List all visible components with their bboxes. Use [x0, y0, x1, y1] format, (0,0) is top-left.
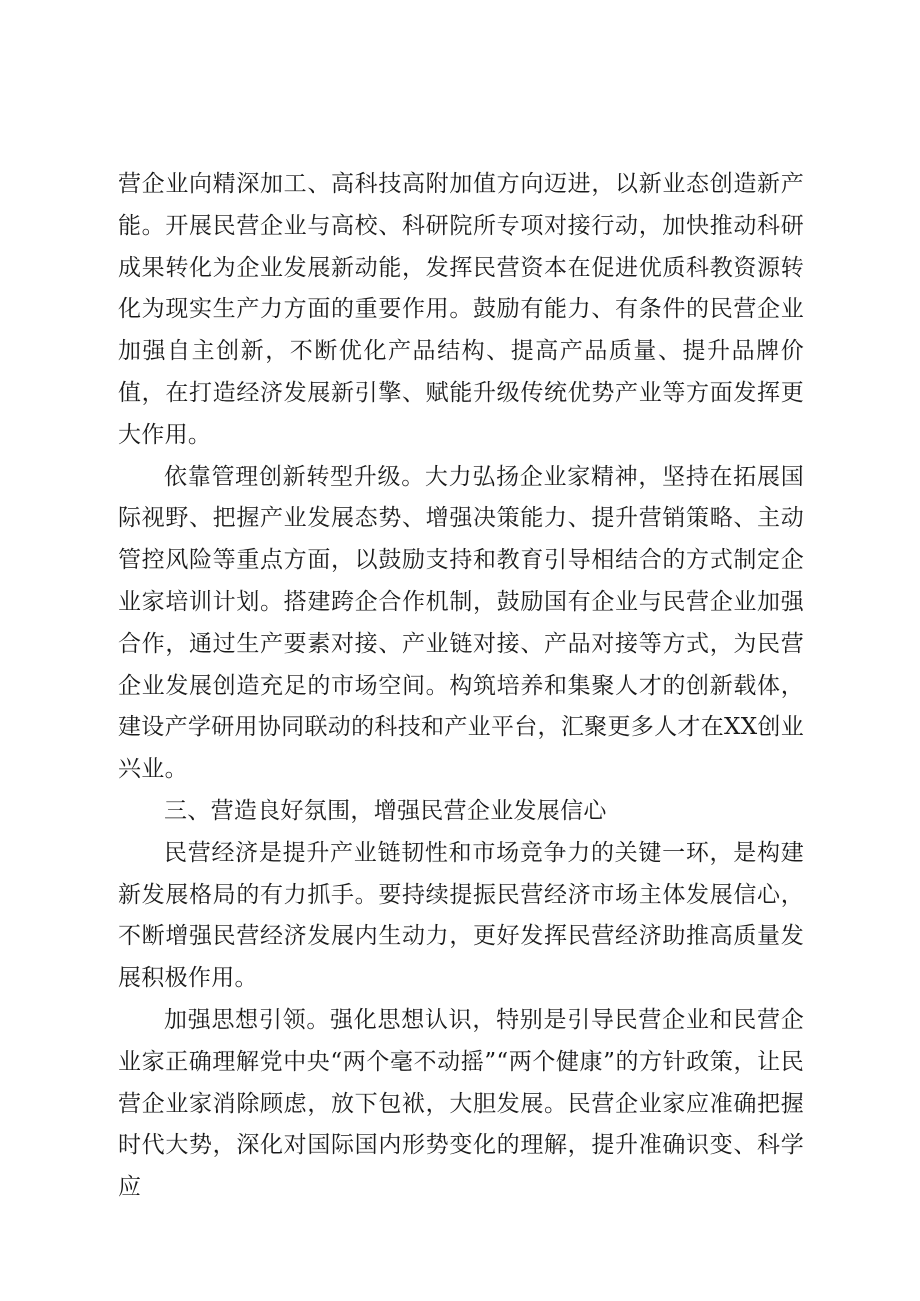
- paragraph-management-innovation: 依靠管理创新转型升级。大力弘扬企业家精神，坚持在拓展国际视野、把握产业发展态势、增强决策能力、提升营销策略、主动管控风险等重点方面，以鼓励支持和教育引导相结合的方式制定企业家培训计划。搭建跨企合作机制，鼓励国有企业与民营企业加强合作，通过生产要素对接、产业链对接、产品对接等方式，为民营企业发展创造充足的市场空间。构筑培养和集聚人才的创新载体，建设产学研用协同联动的科技和产业平台，汇聚更多人才在XX创业兴业。: [118, 463, 804, 783]
- paragraph-ideological-guidance: 加强思想引领。强化思想认识，特别是引导民营企业和民营企业家正确理解党中央“两个毫不动摇”“两个健康”的方针政策，让民营企业家消除顾虑，放下包袱，大胆发展。民营企业家应准确把握时代大势，深化对国际国内形势变化的理解，提升准确识变、科学应: [118, 1006, 804, 1201]
- paragraph-continuation: 营企业向精深加工、高科技高附加值方向迈进，以新业态创造新产能。开展民营企业与高校、科研院所专项对接行动，加快推动科研成果转化为企业发展新动能，发挥民营资本在促进优质科教资源转化为现实生产力方面的重要作用。鼓励有能力、有条件的民营企业加强自主创新，不断优化产品结构、提高产品质量、提升品牌价值，在打造经济发展新引擎、赋能升级传统优势产业等方面发挥更大作用。: [118, 171, 804, 448]
- paragraph-private-economy: 民营经济是提升产业链韧性和市场竞争力的关键一环，是构建新发展格局的有力抓手。要持续提振民营经济市场主体发展信心，不断增强民营经济发展内生动力，更好发挥民营经济助推高质量发展积极作用。: [118, 839, 804, 992]
- document-body: [118, 164, 804, 1209]
- section-heading-three: 三、营造良好氛围，增强民营企业发展信心: [164, 797, 607, 824]
